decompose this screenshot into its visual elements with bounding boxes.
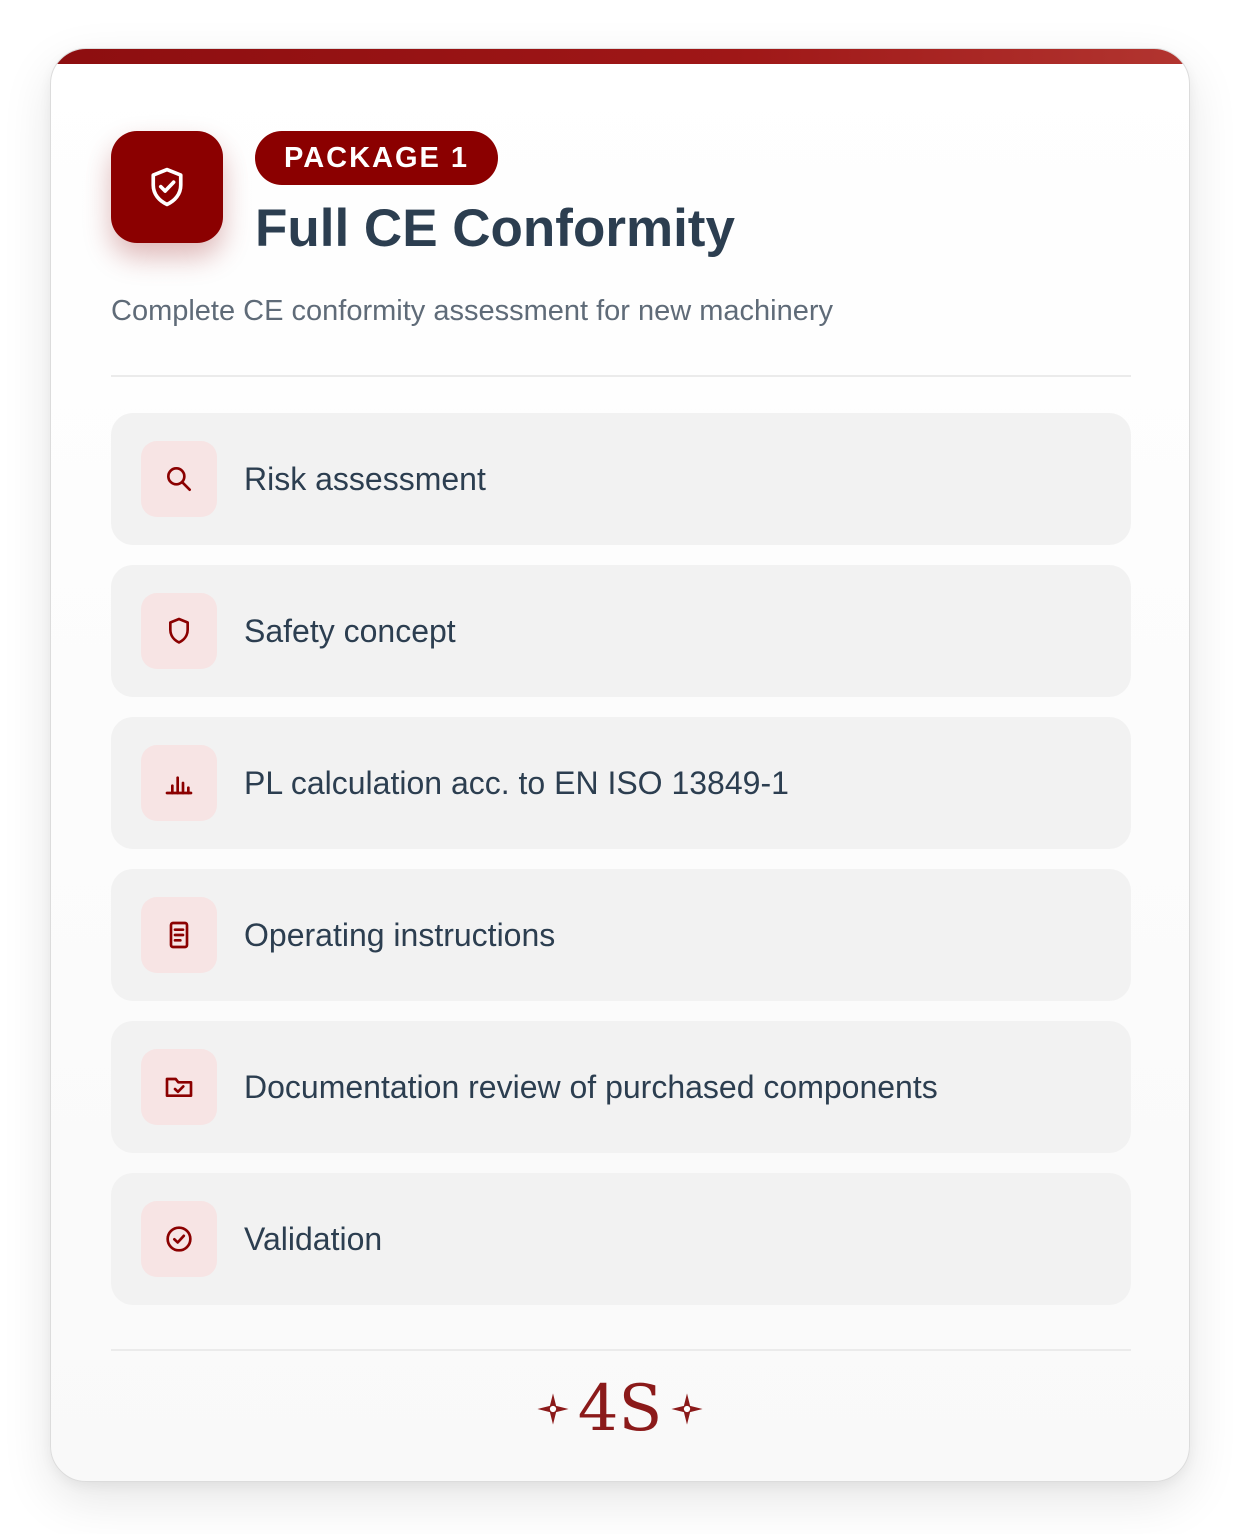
feature-item-pl-calculation	[111, 717, 1131, 849]
feature-item-label: Documentation review of purchased components	[244, 1068, 938, 1105]
feature-item-validation	[111, 1173, 1131, 1305]
footer-divider	[111, 1349, 1131, 1351]
package-subtitle: Complete CE conformity assessment for new machinery	[111, 295, 834, 327]
check-circle-icon	[141, 1201, 217, 1277]
feature-item-label: Risk assessment	[244, 460, 486, 497]
package-title: Full CE Conformity	[255, 199, 735, 258]
package-badge: PACKAGE 1	[255, 131, 498, 185]
document-icon	[141, 897, 217, 973]
compass-star-icon	[670, 1392, 704, 1426]
feature-list	[111, 413, 1131, 1325]
company-logo	[51, 1369, 1189, 1449]
search-icon	[141, 441, 217, 517]
feature-item-label: Safety concept	[244, 612, 456, 649]
feature-item-label: Operating instructions	[244, 916, 556, 953]
feature-item-documentation-review	[111, 1021, 1131, 1153]
feature-item-safety-concept	[111, 565, 1131, 697]
shield-check-icon	[111, 131, 223, 243]
logo-text: 4S	[577, 1372, 663, 1446]
package-card	[50, 48, 1190, 1482]
folder-check-icon	[141, 1049, 217, 1125]
feature-item-risk-assessment	[111, 413, 1131, 545]
compass-star-icon	[536, 1392, 570, 1426]
feature-item-operating-instructions	[111, 869, 1131, 1001]
header-divider	[111, 375, 1131, 377]
feature-item-label: PL calculation acc. to EN ISO 13849-1	[244, 764, 789, 801]
bar-chart-icon	[141, 745, 217, 821]
feature-item-label: Validation	[244, 1220, 383, 1257]
shield-icon	[141, 593, 217, 669]
card-top-accent-bar	[51, 49, 1189, 64]
